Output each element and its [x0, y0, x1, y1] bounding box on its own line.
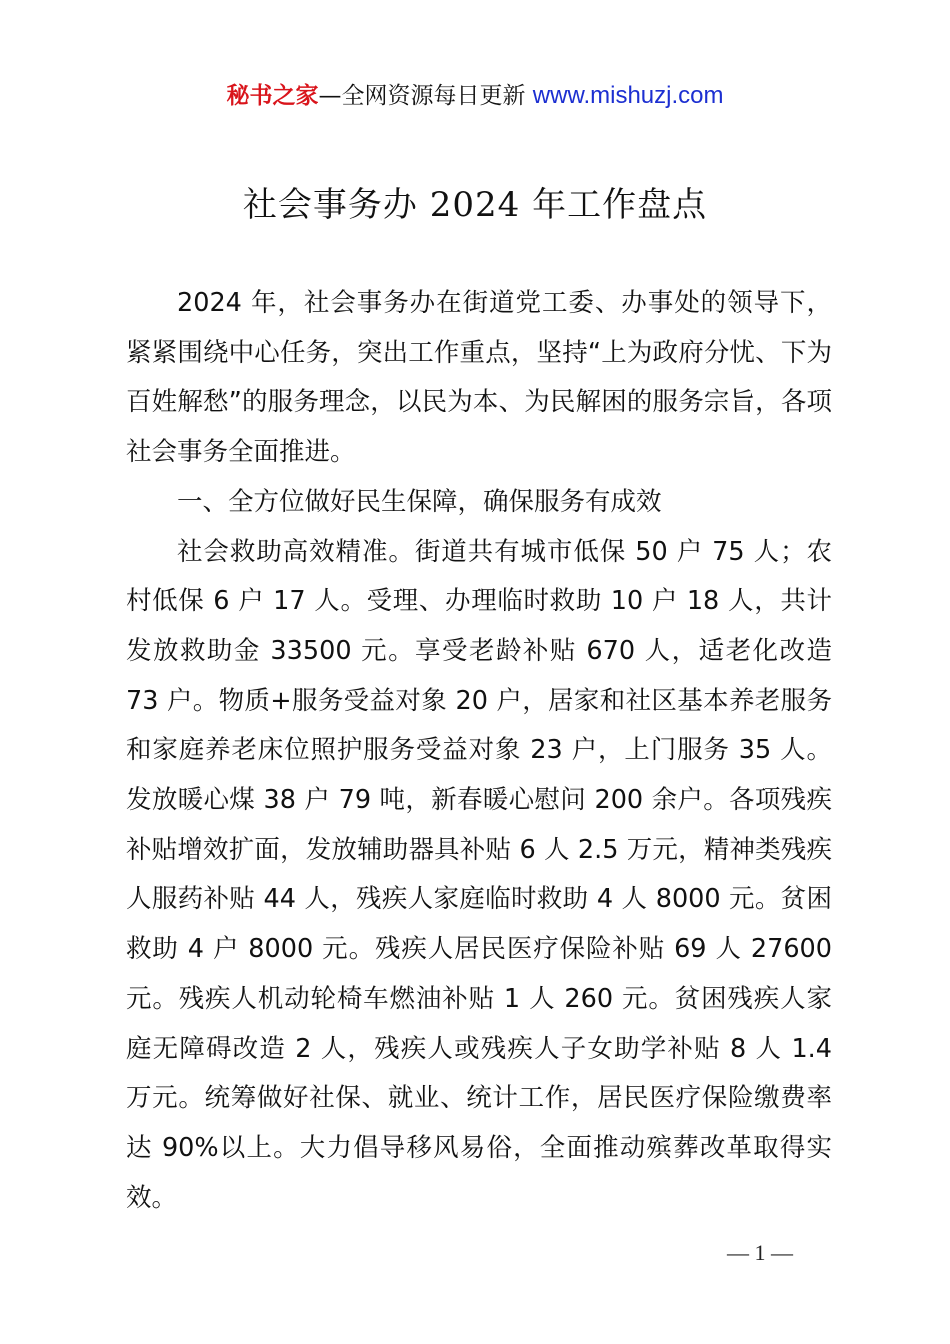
body-paragraph: 社会救助高效精准。街道共有城市低保 50 户 75 人；农村低保 6 户 17 人。受理、办理临时救助 10 户 18 人，共计发放救助金 33500 元。享受老龄补贴 670 人，适老化改造 73 户。物质+服务受益对象 20 户，居家和社区基本养老服务和家庭养老床位照护服务受益对象 23 户，上门服务 35 人。发放暖心煤 38 户 79 吨，新春暖心慰问 200 余户。各项残疾补贴增效扩面，发放辅助器具补贴 6 人 2.5 万元，精神类残疾人服药补贴 44 人，残疾人家庭临时救助 4 人 8000 元。贫困救助 4 户 8000 元。残疾人居民医疗保险补贴 69 人 27600 元。残疾人机动轮椅车燃油补贴 1 人 260 元。贫困残疾人家庭无障碍改造 2 人，残疾人或残疾人子女助学补贴 8 人 1.4 万元。统筹做好社保、就业、统计工作，居民医疗保险缴费率达 90%以上。大力倡导移风易俗，全面推动殡葬改革取得实效。	[126, 536, 832, 1213]
document-body	[126, 279, 832, 1223]
site-header	[0, 80, 950, 112]
brand-name: 秘书之家	[226, 83, 319, 109]
page-number: — 1 —	[727, 1240, 793, 1265]
site-url-link[interactable]: www.mishuzj.com	[532, 82, 724, 109]
intro-paragraph: 2024 年，社会事务办在街道党工委、办事处的领导下，紧紧围绕中心任务，突出工作重点，坚持“上为政府分忧、下为百姓解愁”的服务理念，以民为本、为民解困的服务宗旨，各项社会事务全面推进。	[126, 288, 832, 468]
document-title: 社会事务办 2024 年工作盘点	[242, 185, 708, 225]
section-heading: 一、全方位做好民生保障，确保服务有成效	[177, 486, 662, 517]
header-tagline: —全网资源每日更新	[318, 83, 526, 109]
